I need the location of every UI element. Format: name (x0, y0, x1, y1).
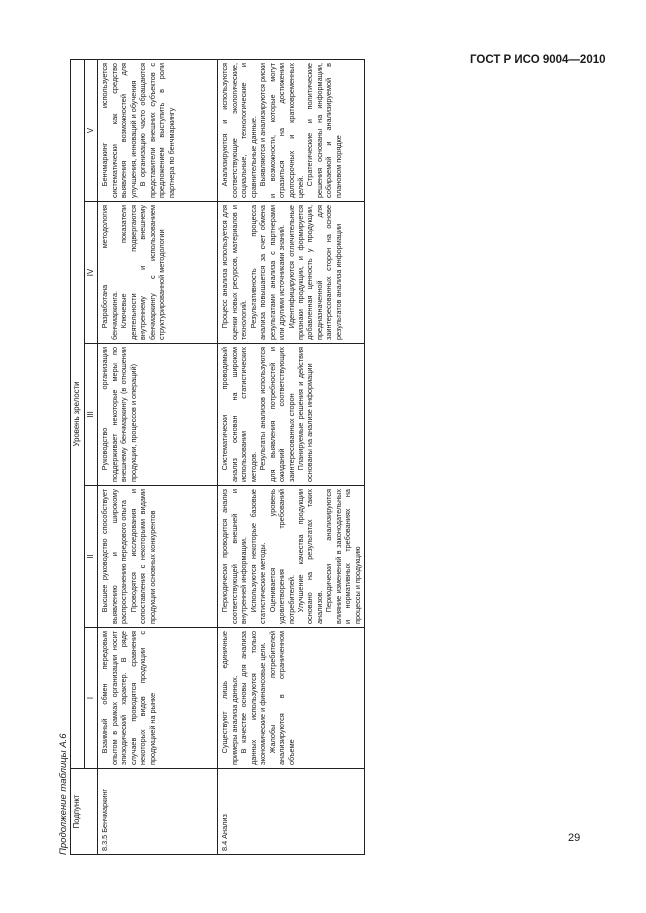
cell-paragraph: Результаты анализов используются для выявления потребностей и ожиданий соответствующих заинтересованных сторон (258, 347, 296, 482)
level-cell (218, 486, 365, 628)
cell-paragraph: Руководство организации поддерживает некоторые меры по внешнему бенчмаркингу (в отношении продукции, процессов и операций) (100, 347, 138, 482)
subclause-cell (98, 769, 218, 855)
cell-paragraph: Существуют лишь единичные примеры анализа данных. (220, 631, 239, 765)
cell-paragraph: Оценивается уровень удовлетворения требований потребителей. (267, 489, 296, 624)
level-cell (218, 202, 365, 344)
page-number: 29 (568, 832, 581, 844)
level-cell (98, 60, 218, 202)
cell-paragraph: Процесс анализа используется для оценки новых ресурсов, материалов и технологий. (220, 205, 249, 340)
cell-paragraph: Используются некоторые базовые статистические методы. (248, 489, 268, 624)
cell-paragraph: Идентифицируются отличительные признаки продукции, и формируется добавленная ценность у продукции, предназначенной для заинтересованных сторон на основе результатов анализа информации (286, 205, 343, 340)
cell-paragraph: Результативность процесса анализа повышается за счет обмена результатами анализа с партнерами или другими источниками знаний. (248, 205, 287, 340)
cell-paragraph: Ключевые показатели деятельности подвергаются внутреннему и внешнему бенчмаркингу с использованием структурированной методологии (119, 205, 167, 340)
level-cell (98, 486, 218, 628)
level-header: II (85, 486, 98, 628)
cell-paragraph: Стратегические и политические решения основаны на информации, собираемой и анализируемой в плановом порядке (305, 63, 343, 198)
cell-paragraph: Планируемые решения и действия основаны на анализе информации (296, 347, 315, 482)
level-cell (218, 60, 365, 202)
cell-paragraph: Выявляются и анализируются риски и возможности, которые могут отразиться на достижении долгосрочных и кратковременных целей. (258, 63, 305, 198)
cell-paragraph: Высшее руководство способствует выявлению и широкому распространению передового опыта (100, 489, 129, 624)
maturity-table (70, 59, 365, 855)
subclause-cell (218, 769, 365, 855)
cell-paragraph: Бенчмаркинг используется систематически как средство выявления возможностей для улучшения, инноваций и обучения (100, 63, 138, 198)
maturity-level-header: Уровень зрелости (71, 60, 85, 769)
subclause-header: Подпункт (71, 769, 98, 855)
cell-paragraph: Улучшение качества продукции основано на результатах таких анализов. (296, 489, 324, 624)
cell-paragraph: Систематически проводимый анализ основан на широком использовании статистических методов. (220, 347, 258, 482)
cell-paragraph: Проводятся исследования и сопоставления с некоторыми видами продукции основных конкурентов (128, 489, 157, 624)
cell-paragraph: В организацию часто обращаются представители внешних субъектов с предложением выступить в роли партнера по бенчмаркингу (138, 63, 176, 198)
cell-paragraph: Периодически проводится анализ соответствующей внешней и внутренней информации. (220, 489, 249, 624)
level-header: V (85, 60, 98, 202)
cell-paragraph: Жалобы потребителей анализируются в ограниченном объеме (267, 631, 296, 765)
level-cell (98, 628, 218, 769)
level-cell (218, 344, 365, 486)
cell-paragraph: В качестве основы для анализа данных используются только экономические и финансовые цели. (239, 631, 268, 765)
table-row (98, 60, 218, 855)
subclause-label: 8.4 Анализ (220, 814, 230, 851)
subclause-label: 8.3.5 Бенчмаркинг (100, 788, 110, 851)
rotated-table-area (58, 60, 646, 855)
cell-paragraph: Анализируются и используются соответствующие экологические, социальные, технологические и сравнительные данные. (220, 63, 258, 198)
level-cell (98, 344, 218, 486)
standard-header: ГОСТ Р ИСО 9004—2010 (470, 54, 606, 66)
table-caption: Продолжение таблицы А.6 (58, 733, 69, 855)
cell-paragraph: Периодически анализируются влияние изменений в законодательных и нормативных требованиях на процессы и продукцию (324, 489, 362, 624)
level-cell (98, 202, 218, 344)
level-header: III (85, 344, 98, 486)
level-header: IV (85, 202, 98, 344)
cell-paragraph: Разработана методология бенчмаркинга. (100, 205, 119, 340)
level-header: I (85, 628, 98, 769)
cell-paragraph: Взаимный обмен передовым опытом в рамках организации носит эпизодический характер. В ряде случаев проводятся сравнения некоторых видов продукции с продукцией на рынке (100, 631, 157, 765)
level-cell (218, 628, 365, 769)
table-row (218, 60, 365, 855)
